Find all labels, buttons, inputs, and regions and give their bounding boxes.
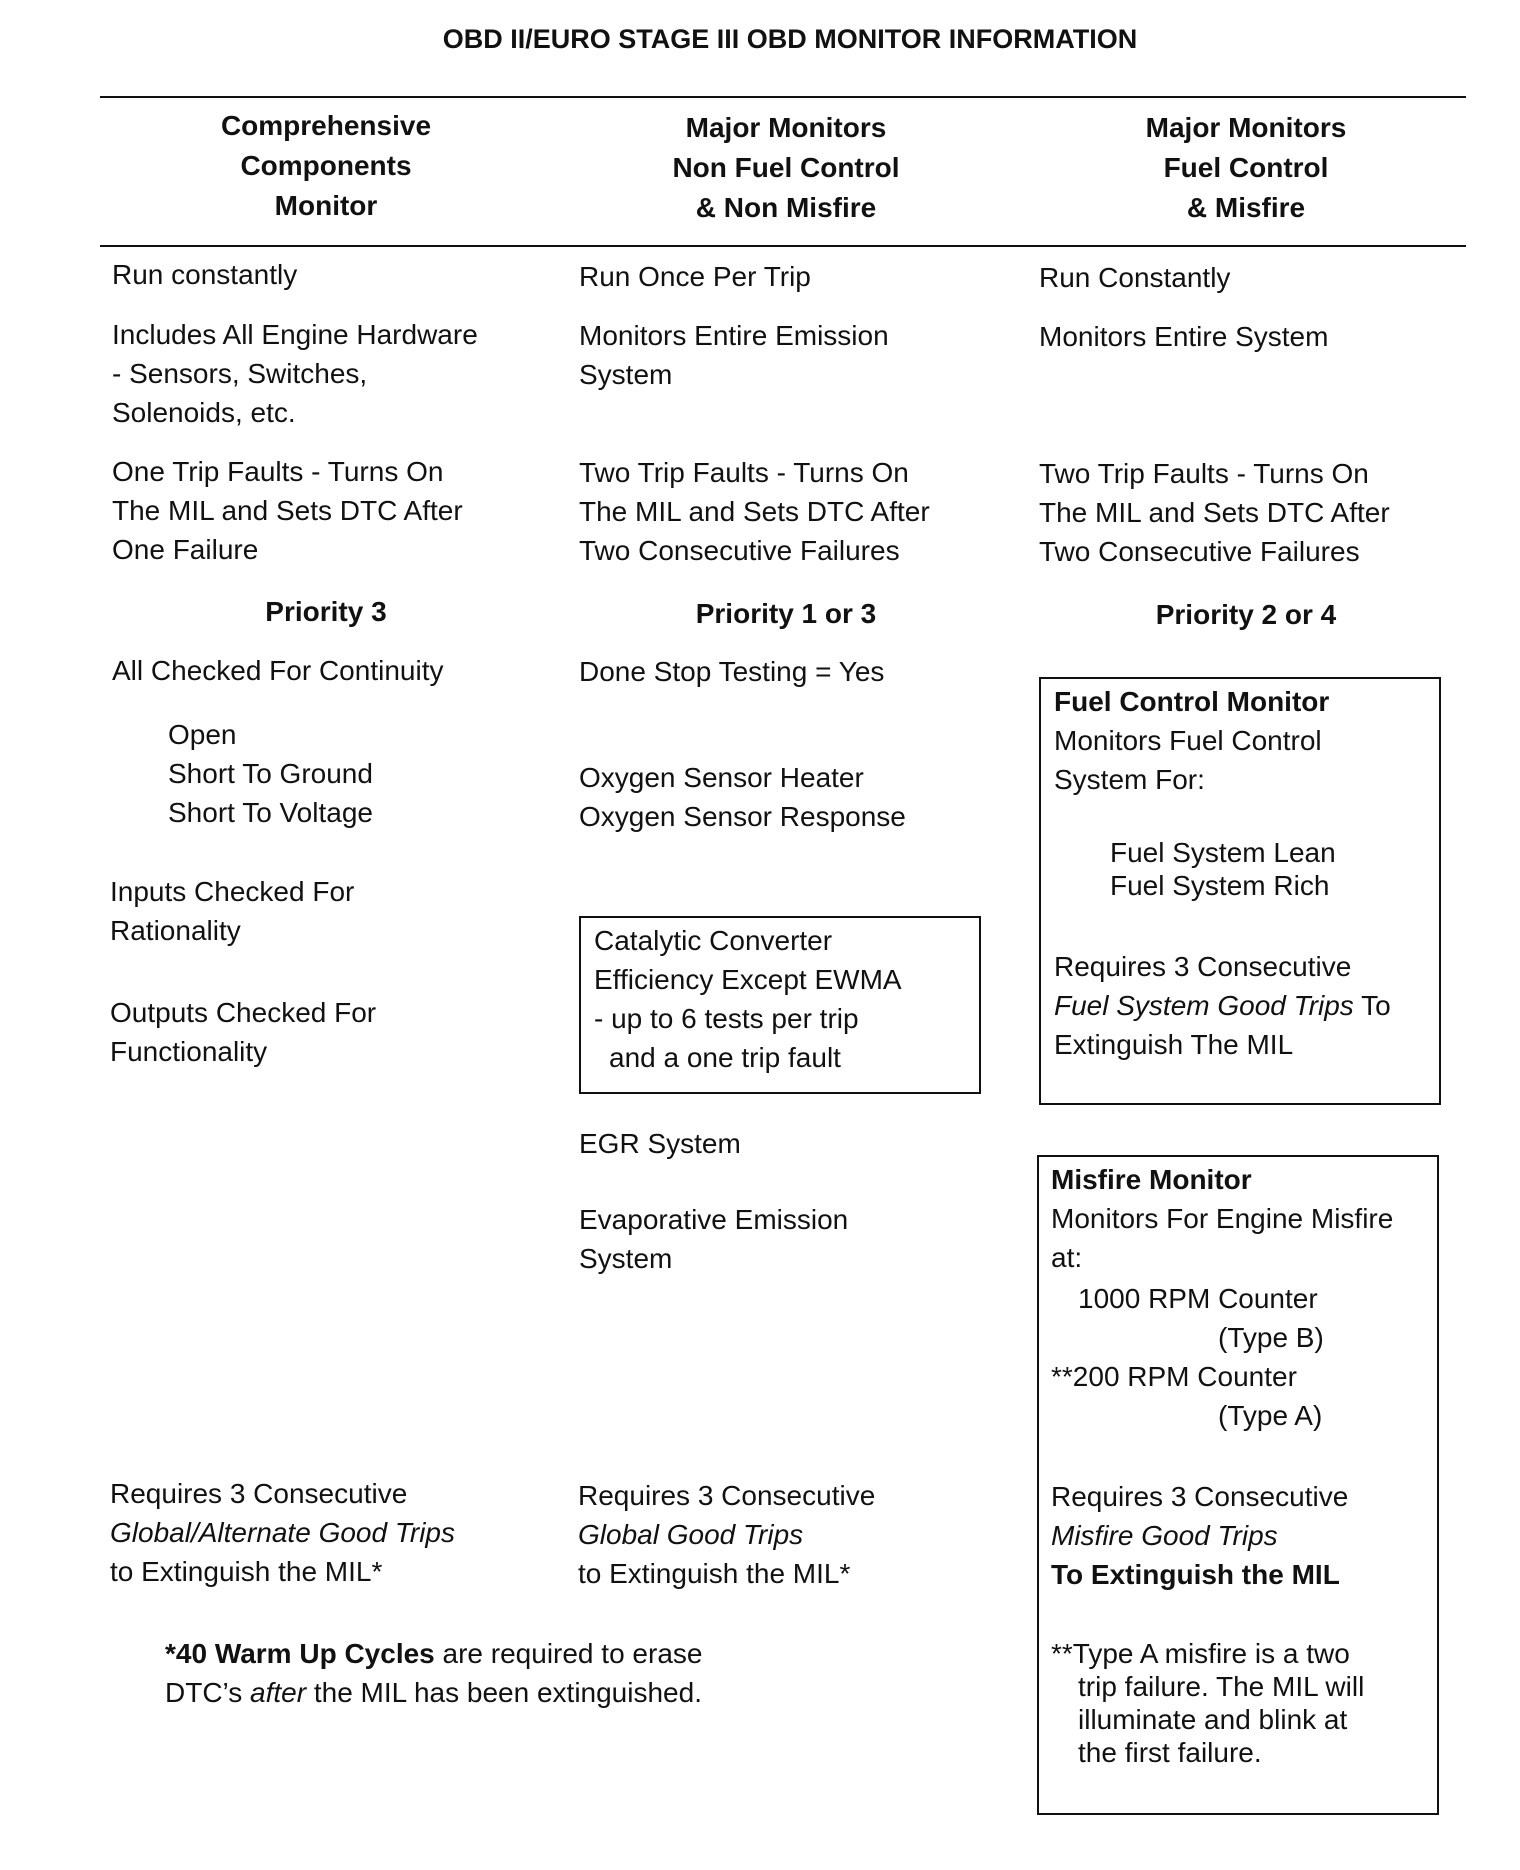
col2-evap: Evaporative Emission System [579,1204,849,1274]
header-bottom-rule [100,245,1466,247]
col2-faults: Two Trip Faults - Turns On The MIL and Sets DTC After Two Consecutive Failures [579,457,930,566]
col1-run: Run constantly [112,259,298,290]
col2-done: Done Stop Testing = Yes [579,656,885,687]
warm-up-footnote: *40 Warm Up Cycles are required to erase DTC’s after the MIL has been extinguished. [165,1638,703,1708]
col2-run: Run Once Per Trip [579,261,811,292]
col1-continuity: All Checked For Continuity [112,655,444,686]
col3-run: Run Constantly [1039,262,1231,293]
col2-priority: Priority 1 or 3 [695,598,877,629]
col1-checks: Open Short To Ground Short To Voltage [168,719,373,828]
col2-requires: Requires 3 Consecutive Global Good Trips to Extinguish the MIL* [578,1480,876,1589]
column-header-non-fuel: Major Monitors Non Fuel Control & Non Misfire [672,112,900,223]
header-top-rule [100,96,1466,98]
fuel-box-requires: Requires 3 Consecutive Fuel System Good Trips To Extinguish The MIL [1054,951,1391,1060]
col3-monitors: Monitors Entire System [1039,321,1329,352]
column-header-fuel-misfire: Major Monitors Fuel Control & Misfire [1145,112,1347,223]
col1-includes: Includes All Engine Hardware - Sensors, Switches, Solenoids, etc. [112,319,478,428]
misfire-counter-1000: 1000 RPM Counter [1078,1283,1318,1314]
col2-monitors: Monitors Entire Emission System [579,320,889,390]
misfire-type-a: (Type A) [1218,1400,1323,1431]
col3-faults: Two Trip Faults - Turns On The MIL and Sets DTC After Two Consecutive Failures [1039,458,1390,567]
col3-priority: Priority 2 or 4 [1155,599,1337,630]
col1-inputs: Inputs Checked For Rationality [110,876,355,946]
col1-faults: One Trip Faults - Turns On The MIL and Sets DTC After One Failure [112,456,463,565]
fuel-box-items: Fuel System Lean Fuel System Rich [1110,837,1336,901]
col1-priority: Priority 3 [265,596,387,627]
page-title: OBD II/EURO STAGE III OBD MONITOR INFORMATION [442,24,1138,54]
fuel-box-content: Fuel Control Monitor Monitors Fuel Control System For: [1054,686,1330,795]
misfire-type-b: (Type B) [1218,1322,1324,1353]
col2-egr: EGR System [579,1128,741,1159]
misfire-counter-200: **200 RPM Counter [1051,1361,1297,1392]
col2-catalytic: Catalytic Converter Efficiency Except EWMA - up to 6 tests per trip and a one trip fault [594,925,902,1073]
col2-oxygen: Oxygen Sensor Heater Oxygen Sensor Response [579,762,906,832]
misfire-requires: Requires 3 Consecutive Misfire Good Trips To Extinguish the MIL [1051,1481,1349,1590]
column-header-comprehensive: Comprehensive Components Monitor [220,110,432,221]
misfire-box-content: Misfire Monitor Monitors For Engine Misfire at: [1051,1164,1394,1273]
col1-outputs: Outputs Checked For Functionality [110,997,377,1067]
misfire-note: **Type A misfire is a two trip failure. The MIL will illuminate and blink at the first failure. [1051,1638,1365,1768]
col1-requires: Requires 3 Consecutive Global/Alternate Good Trips to Extinguish the MIL* [110,1478,455,1587]
